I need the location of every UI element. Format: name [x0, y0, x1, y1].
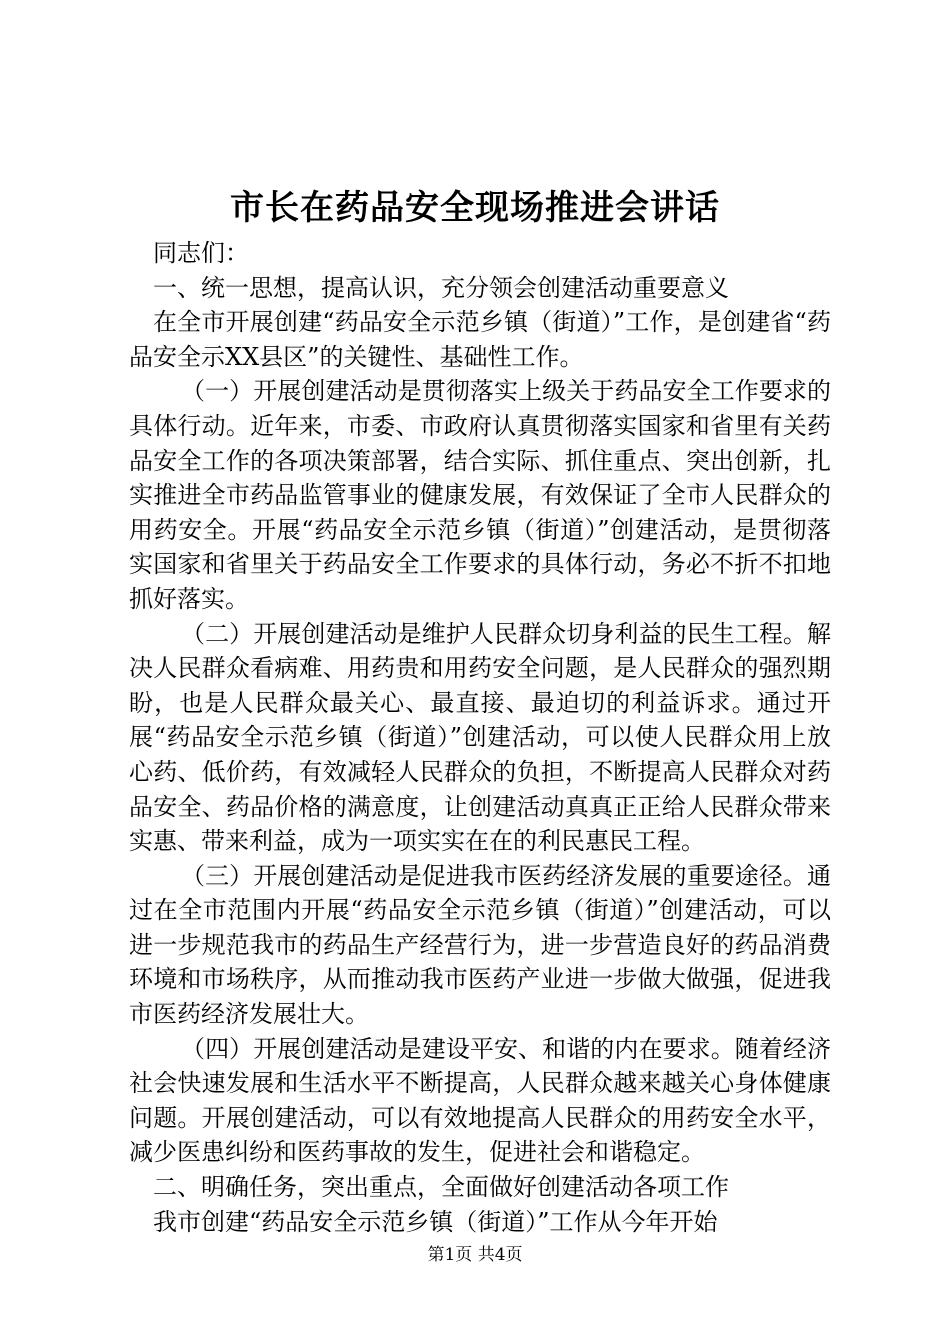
document-title: 市长在药品安全现场推进会讲话 [230, 188, 720, 228]
section-heading-2: 二、明确任务，突出重点，全面做好创建活动各项工作 [153, 1173, 729, 1202]
paragraph-point-4: （四）开展创建活动是建设平安、和谐的内在要求。随着经济社会快速发展和生活水平不断提高，人民群众越来越关心身体健康问题。开展创建活动，可以有效地提高人民群众的用药安全水平，减少医患纠纷和医药事故的发生，促进社会和谐稳定。 [129, 1034, 831, 1167]
paragraph-intro: 在全市开展创建“药品安全示范乡镇（街道）”工作，是创建省“药品安全示XX县区”的关键性、基础性工作。 [129, 308, 831, 371]
paragraph-point-2: （二）开展创建活动是维护人民群众切身利益的民生工程。解决人民群众看病难、用药贵和用药安全问题，是人民群众的强烈期盼，也是人民群众最关心、最直接、最迫切的利益诉求。通过开展“药品安全示范乡镇（街道）”创建活动，可以使人民群众用上放心药、低价药，有效减轻人民群众的负担，不断提高人民群众对药品安全、药品价格的满意度，让创建活动真真正正给人民群众带来实惠、带来利益，成为一项实实在在的利民惠民工程。 [129, 619, 831, 856]
page-number-footer: 第1页 共4页 [427, 1245, 523, 1265]
paragraph-point-3: （三）开展创建活动是促进我市医药经济发展的重要途径。通过在全市范围内开展“药品安全示范乡镇（街道）”创建活动，可以进一步规范我市的药品生产经营行为，进一步营造良好的药品消费环境和市场秩序，从而推动我市医药产业进一步做大做强，促进我市医药经济发展壮大。 [129, 861, 831, 1029]
salutation: 同志们： [153, 239, 249, 267]
paragraph-continued: 我市创建“药品安全示范乡镇（街道）”工作从今年开始 [153, 1207, 718, 1236]
paragraph-point-1: （一）开展创建活动是贯彻落实上级关于药品安全工作要求的具体行动。近年来，市委、市政府认真贯彻落实国家和省里有关药品安全工作的各项决策部署，结合实际、抓住重点、突出创新，扎实推进全市药品监管事业的健康发展，有效保证了全市人民群众的用药安全。开展“药品安全示范乡镇（街道）”创建活动，是贯彻落实国家和省里关于药品安全工作要求的具体行动，务必不折不扣地抓好落实。 [129, 377, 831, 613]
section-heading-1: 一、统一思想，提高认识，充分领会创建活动重要意义 [153, 273, 729, 302]
document-body [129, 236, 831, 1239]
